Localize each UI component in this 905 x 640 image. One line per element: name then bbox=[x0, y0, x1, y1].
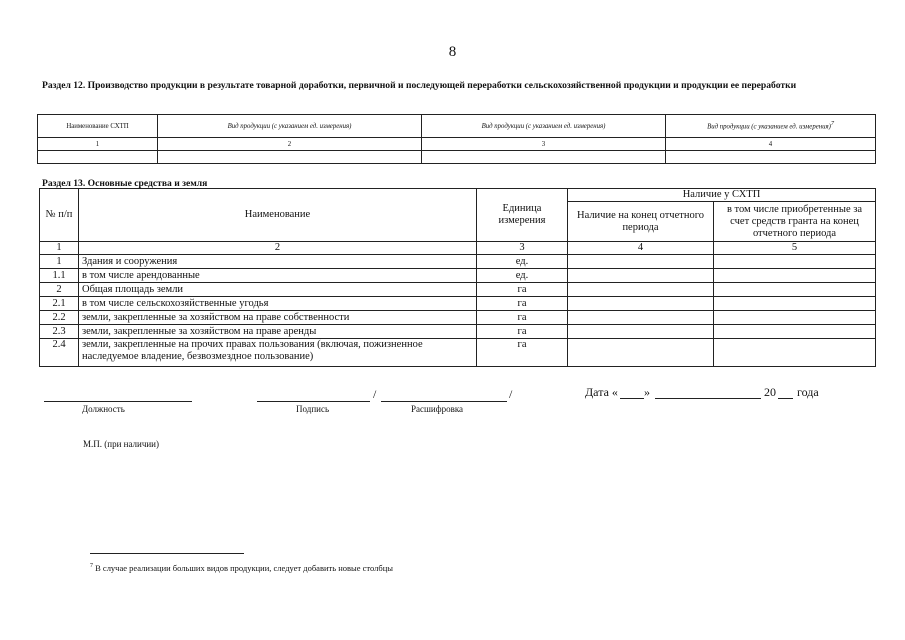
value-cell[interactable] bbox=[714, 339, 876, 367]
header-num: № п/п bbox=[40, 189, 79, 242]
row-name: земли, закрепленные за хозяйством на праве собственности bbox=[79, 311, 477, 325]
value-cell[interactable] bbox=[568, 325, 714, 339]
row-num: 2.4 bbox=[40, 339, 79, 367]
section-12-table bbox=[37, 114, 876, 164]
row-name: в том числе арендованные bbox=[79, 269, 477, 283]
value-cell[interactable] bbox=[714, 325, 876, 339]
footnote: $^7$ В случае реализации больших видов продукции, следует добавить новые столбцы bbox=[90, 563, 393, 573]
value-cell[interactable] bbox=[714, 311, 876, 325]
table-row bbox=[40, 311, 876, 325]
row-num: 1 bbox=[40, 255, 79, 269]
col-number: 1 bbox=[38, 138, 158, 151]
row-name: земли, закрепленные на прочих правах пользования (включая, пожизненное наследуемое владение, безвозмездное пользование) bbox=[79, 339, 477, 367]
header-product-1: Вид продукции (с указанием ед. измерения) bbox=[158, 115, 422, 138]
month-line[interactable] bbox=[655, 386, 761, 399]
table-row bbox=[40, 325, 876, 339]
header-name-skhtp: Наименование СХТП bbox=[38, 115, 158, 138]
row-unit: ед. bbox=[477, 269, 568, 283]
table-cell[interactable] bbox=[38, 151, 158, 164]
year-prefix: 20 bbox=[764, 385, 776, 399]
header-availability: Наличие у СХТП bbox=[568, 189, 876, 202]
section-12-title: Раздел 12. Производство продукции в результате товарной доработки, первичной и последующей переработки сельскохозяйственной продукции и продукции ее переработки bbox=[42, 80, 797, 91]
header-end-period: Наличие на конец отчетного периода bbox=[568, 202, 714, 242]
row-num: 1.1 bbox=[40, 269, 79, 283]
value-cell[interactable] bbox=[568, 255, 714, 269]
row-num: 2.2 bbox=[40, 311, 79, 325]
row-num: 2.1 bbox=[40, 297, 79, 311]
table-cell[interactable] bbox=[422, 151, 666, 164]
value-cell[interactable] bbox=[714, 297, 876, 311]
table-row bbox=[40, 269, 876, 283]
table-row bbox=[40, 297, 876, 311]
signature-label: Подпись bbox=[296, 404, 330, 414]
section-13-title: Раздел 13. Основные средства и земля bbox=[42, 178, 208, 189]
col-number: 5 bbox=[714, 242, 876, 255]
value-cell[interactable] bbox=[714, 255, 876, 269]
date-prefix: Дата « bbox=[585, 385, 618, 399]
row-name: земли, закрепленные за хозяйством на праве аренды bbox=[79, 325, 477, 339]
header-product-3: Вид продукции (с указанием ед. измерения)$^7$ bbox=[666, 115, 876, 138]
row-unit: ед. bbox=[477, 255, 568, 269]
decode-line[interactable] bbox=[381, 389, 507, 402]
value-cell[interactable] bbox=[568, 283, 714, 297]
position-label: Должность bbox=[82, 404, 125, 414]
row-unit: га bbox=[477, 325, 568, 339]
header-product-2: Вид продукции (с указанием ед. измерения) bbox=[422, 115, 666, 138]
value-cell[interactable] bbox=[568, 297, 714, 311]
decode-label: Расшифровка bbox=[411, 404, 464, 414]
col-number: 3 bbox=[422, 138, 666, 151]
col-number: 4 bbox=[666, 138, 876, 151]
page-number: 8 bbox=[448, 44, 457, 60]
day-line[interactable] bbox=[620, 386, 644, 399]
value-cell[interactable] bbox=[568, 339, 714, 367]
year-line[interactable] bbox=[778, 386, 793, 399]
col-number: 2 bbox=[79, 242, 477, 255]
table-cell[interactable] bbox=[666, 151, 876, 164]
position-line[interactable] bbox=[44, 389, 192, 402]
slash: / bbox=[373, 387, 377, 401]
row-unit: га bbox=[477, 311, 568, 325]
year-suffix: года bbox=[797, 385, 819, 399]
row-name: в том числе сельскохозяйственные угодья bbox=[79, 297, 477, 311]
header-name: Наименование bbox=[79, 189, 477, 242]
slash: / bbox=[509, 387, 513, 401]
stamp-label: М.П. (при наличии) bbox=[83, 439, 159, 449]
value-cell[interactable] bbox=[714, 283, 876, 297]
footnote-divider bbox=[90, 553, 244, 554]
date-mid: » bbox=[644, 385, 650, 399]
header-grant: в том числе приобретенные за счет средств гранта на конец отчетного периода bbox=[714, 202, 876, 242]
header-unit: Единица измерения bbox=[477, 189, 568, 242]
value-cell[interactable] bbox=[568, 311, 714, 325]
col-number: 4 bbox=[568, 242, 714, 255]
section-13-table bbox=[39, 188, 876, 367]
table-cell[interactable] bbox=[158, 151, 422, 164]
col-number: 3 bbox=[477, 242, 568, 255]
table-row bbox=[40, 339, 876, 367]
row-name: Общая площадь земли bbox=[79, 283, 477, 297]
value-cell[interactable] bbox=[568, 269, 714, 283]
col-number: 2 bbox=[158, 138, 422, 151]
row-unit: га bbox=[477, 283, 568, 297]
row-num: 2.3 bbox=[40, 325, 79, 339]
table-row bbox=[40, 283, 876, 297]
row-name: Здания и сооружения bbox=[79, 255, 477, 269]
row-num: 2 bbox=[40, 283, 79, 297]
value-cell[interactable] bbox=[714, 269, 876, 283]
col-number: 1 bbox=[40, 242, 79, 255]
row-unit: га bbox=[477, 339, 568, 367]
row-unit: га bbox=[477, 297, 568, 311]
table-row bbox=[40, 255, 876, 269]
signature-line[interactable] bbox=[257, 389, 370, 402]
